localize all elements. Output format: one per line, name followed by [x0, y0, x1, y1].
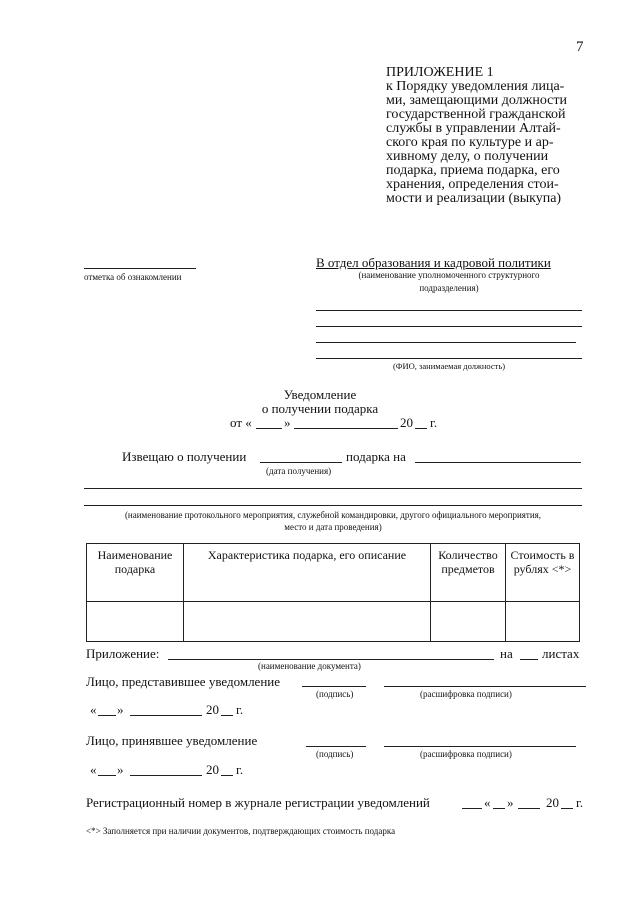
attachment-sheets: листах [542, 646, 580, 661]
registration-date-open: « [484, 795, 491, 810]
receiver-sign-caption: (подпись) [316, 749, 354, 759]
appendix-line: службы в управлении Алтай- [386, 121, 561, 136]
attachment-label: Приложение: [86, 646, 160, 661]
notify-middle: подарка на [346, 449, 406, 464]
receiver-decode-caption: (расшифровка подписи) [420, 749, 512, 759]
notice-date-mid: » [284, 415, 291, 430]
fio-line-1[interactable] [316, 310, 582, 311]
attachment-sheets-field[interactable] [520, 659, 538, 660]
notice-subtitle: о получении подарка [261, 401, 379, 416]
submitter-decode-caption: (расшифровка подписи) [420, 689, 512, 699]
fio-line-4[interactable] [316, 358, 582, 359]
table-row[interactable] [87, 602, 580, 642]
footnote: <*> Заполняется при наличии документов, подтверждающих стоимость подарка [86, 826, 396, 836]
event-field-1[interactable] [415, 462, 581, 463]
notice-date-prefix: от « [230, 415, 252, 430]
registration-date-close: » [507, 795, 514, 810]
appendix-line: к Порядку уведомления лица- [386, 79, 565, 94]
receipt-date-field[interactable] [260, 462, 342, 463]
header-gift-name: Наименование подарка [87, 544, 184, 602]
registration-month-field[interactable] [518, 808, 540, 809]
appendix-line: хивному делу, о получении [386, 149, 549, 164]
receiver-year-field[interactable] [221, 775, 233, 776]
cell-cost[interactable] [506, 602, 580, 642]
fio-line-3[interactable] [316, 342, 576, 343]
submitter-date-close: » [117, 702, 124, 717]
receipt-date-caption: (дата получения) [266, 466, 332, 476]
notify-prefix: Извещаю о получении [122, 449, 247, 464]
submitter-label: Лицо, представившее уведомление [86, 674, 281, 689]
submitter-year-field[interactable] [221, 715, 233, 716]
event-caption-2: место и дата проведения) [284, 522, 382, 532]
appendix-line: ского края по культуре и ар- [386, 135, 554, 150]
recipient-caption-2: подразделения) [419, 283, 479, 293]
appendix-line: мости и реализации (выкупа) [386, 191, 562, 206]
familiarization-caption: отметка об ознакомлении [84, 272, 182, 282]
attachment-doc-field[interactable] [168, 659, 494, 660]
appendix-line: ми, замещающими должности [386, 93, 568, 108]
appendix-title: ПРИЛОЖЕНИЕ 1 [386, 65, 494, 80]
receiver-signature-field[interactable] [306, 746, 366, 747]
appendix-line: государственной гражданской [386, 107, 566, 122]
receiver-month-field[interactable] [130, 775, 202, 776]
registration-year-suffix: г. [576, 795, 584, 810]
submitter-signature-field[interactable] [302, 686, 366, 687]
registration-number-field[interactable] [462, 808, 482, 809]
notice-year: 20 [400, 415, 413, 430]
cell-gift-description[interactable] [184, 602, 431, 642]
receiver-year-suffix: г. [236, 762, 244, 777]
submitter-sign-caption: (подпись) [316, 689, 354, 699]
registration-day-field[interactable] [493, 808, 505, 809]
receiver-day-field[interactable] [98, 775, 116, 776]
appendix-line: хранения, определения стои- [386, 177, 559, 192]
table-header-row [87, 544, 580, 602]
notice-year-suffix: г. [430, 415, 438, 430]
event-caption-1: (наименование протокольного мероприятия, служебной командировки, другого официального мероприятия, [124, 510, 542, 520]
submitter-decode-field[interactable] [384, 686, 586, 687]
notice-day-field[interactable] [256, 428, 282, 429]
notice-year-field[interactable] [415, 428, 427, 429]
receiver-decode-field[interactable] [384, 746, 576, 747]
receiver-date-open: « [90, 762, 97, 777]
attachment-caption: (наименование документа) [258, 661, 361, 671]
page-number: 7 [576, 39, 584, 55]
header-cost: Стоимость в рублях <*> [506, 544, 580, 602]
event-field-2[interactable] [84, 488, 582, 489]
header-gift-description: Характеристика подарка, его описание [184, 544, 431, 602]
fio-caption: (ФИО, занимаемая должность) [392, 361, 506, 371]
receiver-date-close: » [117, 762, 124, 777]
receiver-year: 20 [206, 762, 219, 777]
recipient-department: В отдел образования и кадровой политики [316, 255, 551, 270]
registration-label: Регистрационный номер в журнале регистрации уведомлений [86, 795, 430, 810]
appendix-block [386, 66, 584, 206]
submitter-day-field[interactable] [98, 715, 116, 716]
event-field-3[interactable] [84, 505, 582, 506]
gift-table [86, 543, 580, 642]
fio-line-2[interactable] [316, 326, 582, 327]
recipient-caption-1: (наименование уполномоченного структурного [358, 270, 540, 280]
submitter-month-field[interactable] [130, 715, 202, 716]
receiver-label: Лицо, принявшее уведомление [86, 733, 258, 748]
cell-gift-name[interactable] [87, 602, 184, 642]
attachment-on: на [500, 646, 513, 661]
familiarization-line[interactable] [84, 268, 196, 269]
registration-year-field[interactable] [561, 808, 573, 809]
submitter-year-suffix: г. [236, 702, 244, 717]
notice-month-field[interactable] [294, 428, 398, 429]
submitter-year: 20 [206, 702, 219, 717]
cell-quantity[interactable] [431, 602, 506, 642]
submitter-date-open: « [90, 702, 97, 717]
notice-title: Уведомление [283, 387, 357, 402]
registration-year: 20 [546, 795, 559, 810]
header-quantity: Количество предметов [431, 544, 506, 602]
appendix-line: подарка, приема подарка, его [386, 163, 560, 178]
